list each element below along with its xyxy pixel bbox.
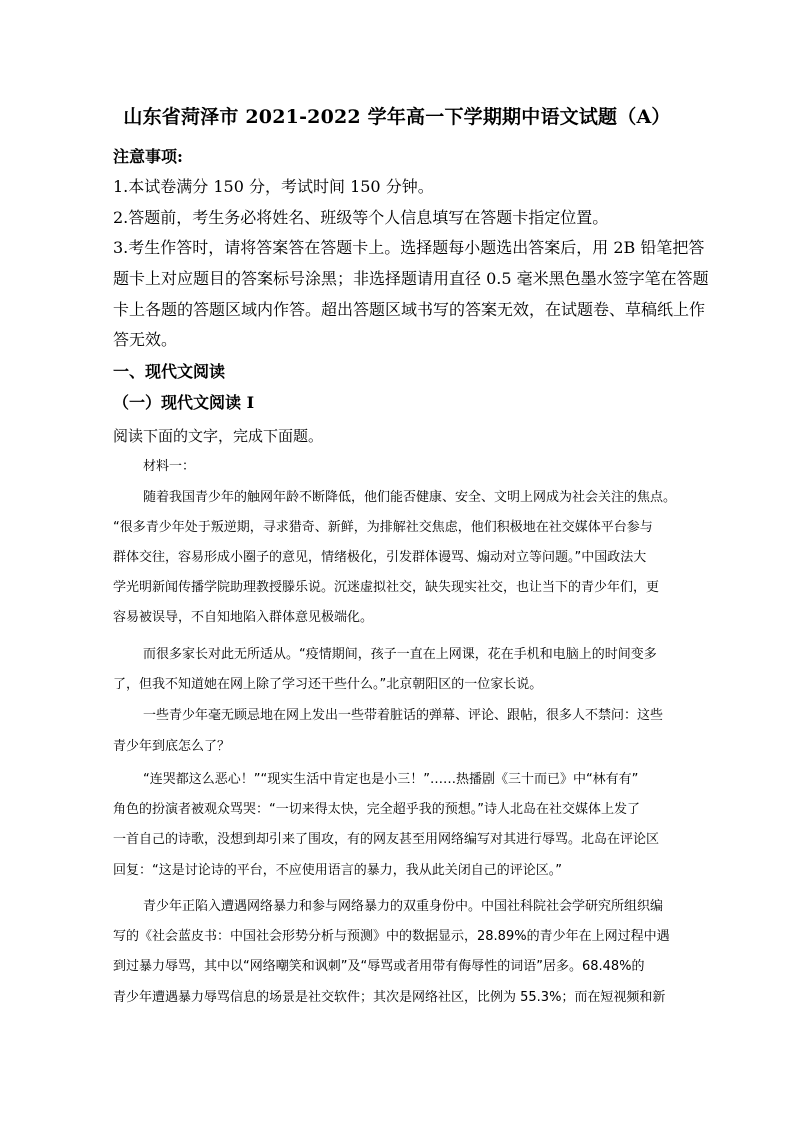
paragraph-line: 一首自己的诗歌，没想到却引来了围攻，有的网友甚至用网络编写对其进行辱骂。北岛在评论区 [113, 832, 660, 847]
paragraph-line: 青少年遭遇暴力辱骂信息的场景是社交软件；其次是网络社区，比例为 55.3%；而在短视频和新 [113, 990, 666, 1005]
paragraph-line: 群体交往，容易形成小圈子的意见，情绪极化，引发群体谩骂、煽动对立等问题。”中国政法大 [113, 550, 647, 565]
section-heading: 一、现代文阅读 [113, 362, 226, 381]
paragraph-line: 写的《社会蓝皮书：中国社会形势分析与预测》中的数据显示，28.89%的青少年在上网过程中遇 [113, 929, 670, 944]
paragraph-line: 学光明新闻传播学院助理教授滕乐说。沉迷虚拟社交，缺失现实社交，也让当下的青少年们，更 [113, 580, 660, 595]
paragraph-line: 青少年正陷入遭遇网络暴力和参与网络暴力的双重身份中。中国社科院社会学研究所组织编 [143, 899, 664, 914]
reading-instruction: 阅读下面的文字，完成下面题。 [113, 427, 324, 445]
notice-item-3-line-3: 卡上各题的答题区域内作答。超出答题区域书写的答案无效，在试题卷、草稿纸上作 [113, 300, 706, 319]
paragraph-line: 一些青少年毫无顾忌地在网上发出一些带着脏话的弹幕、评论、跟帖，很多人不禁问：这些 [143, 708, 664, 723]
notice-item-2: 2.答题前，考生务必将姓名、班级等个人信息填写在答题卡指定位置。 [113, 208, 609, 227]
material-label: 材料一： [143, 459, 196, 474]
paragraph-line: 随着我国青少年的触网年龄不断降低，他们能否健康、安全、文明上网成为社会关注的焦点。 [143, 490, 677, 505]
notice-item-3-line-4: 答无效。 [113, 330, 178, 349]
document-title: 山东省菏泽市 2021-2022 学年高一下学期期中语文试题（A） [123, 106, 671, 128]
paragraph-line: 到过暴力辱骂，其中以“网络嘲笑和讽刺”及“辱骂或者用带有侮辱性的词语”居多。68.48%的 [113, 959, 645, 974]
paragraph-line: 青少年到底怎么了？ [113, 739, 231, 754]
paragraph-line: 容易被误导，不自知地陷入群体意见极端化。 [113, 610, 374, 625]
notice-heading: 注意事项: [113, 147, 183, 166]
paragraph-line: 了，但我不知道她在网上除了学习还干些什么。”北京朝阳区的一位家长说。 [113, 677, 543, 692]
notice-item-3-line-1: 3.考生作答时，请将答案答在答题卡上。选择题每小题选出答案后，用 2B 铅笔把答 [113, 238, 705, 257]
paragraph-line: “很多青少年处于叛逆期，寻求猎奇、新鲜，为排解社交焦虑，他们积极地在社交媒体平台参与 [113, 520, 653, 535]
paragraph-line: 而很多家长对此无所适从。“疫情期间，孩子一直在上网课，花在手机和电脑上的时间变多 [143, 647, 657, 662]
paragraph-line: “连哭都这么恶心！”“现实生活中肯定也是小三！”……热播剧《三十而已》中“林有有” [143, 772, 639, 787]
paragraph-line: 回复：“这是讨论诗的平台，不应使用语言的暴力，我从此关闭自己的评论区。” [113, 863, 562, 878]
notice-item-1: 1.本试卷满分 150 分，考试时间 150 分钟。 [113, 177, 434, 196]
paragraph-line: 角色的扮演者被观众骂哭：“一切来得太快，完全超乎我的预想。”诗人北岛在社交媒体上发了 [113, 802, 640, 817]
notice-item-3-line-2: 题卡上对应题目的答案标号涂黑；非选择题请用直径 0.5 毫米黑色墨水签字笔在答题 [113, 269, 709, 288]
subsection-heading: （一）现代文阅读 I [113, 393, 255, 412]
